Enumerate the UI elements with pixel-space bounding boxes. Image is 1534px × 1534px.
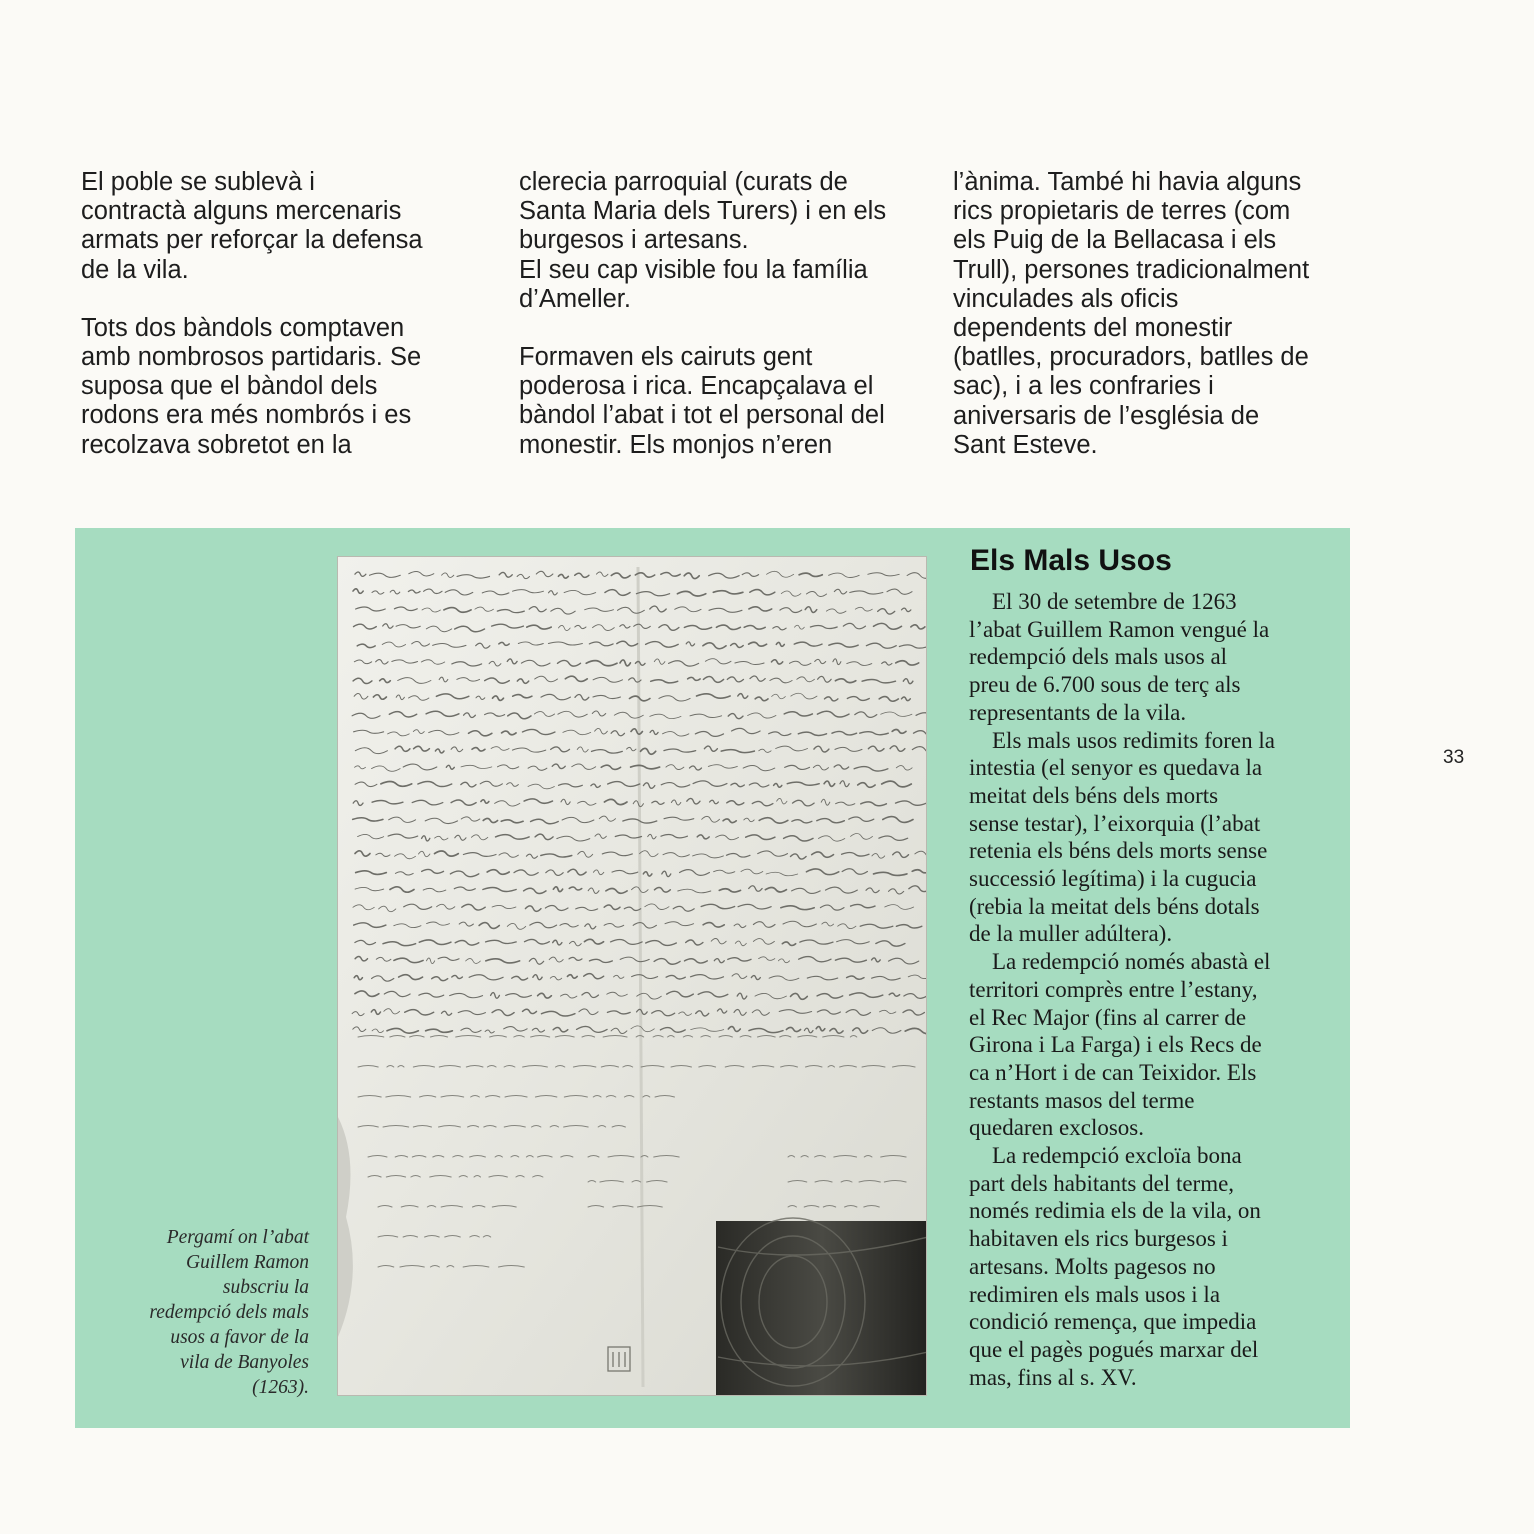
column-3-paragraph-1: l’ànima. També hi havia alguns rics propietaris de terres (com els Puig de la Bellacasa i els Trull), persones tradicionalment vinculades als oficis dependents del monestir (batlles, procuradors, batlles de sac), i a les confraries i aniversaris de l’església de Sant Esteve. <box>953 168 1310 459</box>
sidebar-paragraph-4: La redempció excloïa bona part dels habitants del terme, només redimia els de la vila, on habitaven els rics burgesos i artesans. Molts pagesos no redimiren els mals usos i la condició remença, que impedia que el pagès pogués marxar del mas, fins al s. XV. <box>969 1143 1261 1390</box>
page-number: 33 <box>1443 747 1465 768</box>
parchment-photo <box>337 556 927 1396</box>
text-column-3 <box>953 168 1363 460</box>
sidebar-paragraph-2: Els mals usos redimits foren la intestia (el senyor es quedava la meitat dels béns dels morts sense testar), l’eixorquia (l’abat retenia els béns dels morts sense successió legítima) i la cugucia (rebia la meitat dels béns dotals de la muller adúltera). <box>969 727 1275 947</box>
parchment-image <box>338 557 927 1396</box>
sidebar-title: Els Mals Usos <box>970 544 1172 577</box>
column-2-paragraph-2: Formaven els cairuts gent poderosa i rica. Encapçalava el bàndol l’abat i tot el personal del monestir. Els monjos n’eren <box>519 343 885 459</box>
figure-caption: Pergamí on l’abat Guillem Ramon subscriu la redempció dels mals usos a favor de la vila de Banyoles (1263). <box>149 1227 309 1398</box>
sidebar-paragraph-3: La redempció només abastà el territori comprès entre l’estany, el Rec Major (fins al carrer de Girona i La Farga) i els Recs de ca n’Hort i de can Teixidor. Els restants masos del terme quedaren exclosos. <box>969 949 1271 1141</box>
column-1-paragraph-2: Tots dos bàndols comptaven amb nombrosos partidaris. Se suposa que el bàndol dels rodons era més nombrós i es recolzava sobretot en la <box>81 313 422 459</box>
sidebar-paragraph-1: El 30 de setembre de 1263 l’abat Guillem Ramon vengué la redempció dels mals usos al preu de 6.700 sous de terç als representants de la vila. <box>969 589 1270 725</box>
sidebar-body <box>969 588 1341 1391</box>
text-column-2 <box>519 168 939 460</box>
text-column-1 <box>81 168 481 460</box>
column-1-paragraph-1: El poble se sublevà i contractà alguns mercenaris armats per reforçar la defensa de la vila. <box>81 168 423 284</box>
column-2-paragraph-1: clerecia parroquial (curats de Santa Maria dels Turers) i en els burgesos i artesans. El seu cap visible fou la família d’Ameller. <box>519 168 887 313</box>
